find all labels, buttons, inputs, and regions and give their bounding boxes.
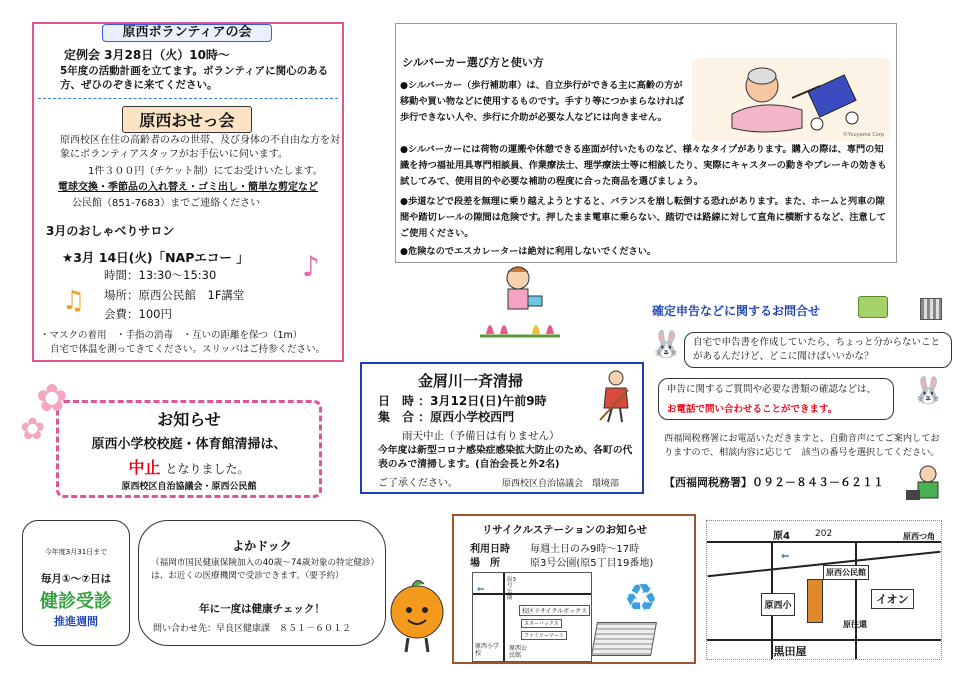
cleaning-desc: 今年度は新型コロナ感染症感染拡大防止のため、各町の代表のみで清掃します。(自治会長と外2名)	[378, 445, 633, 470]
rabbit-icon: 🐰	[912, 376, 945, 406]
map-label-familymart: ファミリーマート	[521, 631, 567, 640]
map-label-street: 原往還	[843, 620, 867, 629]
osekkai-title: 原西おせっ会	[122, 106, 252, 133]
salon-place: 場所：原西公民館 1F講堂	[104, 288, 245, 302]
silvercar-item-3: ●歩道などで段差を無理に乗り越えようとすると、バランスを崩し転倒する恐れがあります。また、ホームと列車の隙間や踏切レールの隙間は危険です。押したまま電車に乗らない、踏切では路線に対して直角に横断するなど、注意してご使用ください。	[400, 196, 887, 239]
kenshin-big: 健診受診	[40, 591, 112, 612]
kenshin-section	[22, 520, 130, 646]
map-label-corner: 原西つ角	[903, 532, 935, 541]
notice-line-2: となりました。	[165, 462, 250, 476]
salon-fee: 会費：100円	[104, 307, 172, 321]
hall-marker	[807, 579, 823, 623]
notice-footer: 原西校区自治協議会・原西公民館	[121, 482, 257, 492]
cleaning-place: 集 合 ：原西小学校西門	[378, 410, 515, 424]
map-label-kurodaya: 黒田屋	[773, 645, 807, 658]
yokadock-desc: （福岡市国民健康保険加入の40歳～74歳対象の特定健診）は、お近くの医療機関で受診できます。（要予約）	[151, 558, 375, 581]
kenshin-period: 今年度3月31日まで	[44, 548, 108, 556]
contact-info: 公民館（851-7683）までご連絡ください	[72, 198, 261, 209]
silvercar-item-2: ●シルバーカーには荷物の運搬や休憩できる座面が付いたものなど、様々なタイプがあります。購入の際は、専門の知識を持つ福祉用具専門相談員、作業療法士、理学療法士等に相談したり、実際にキャスターの動きやブレーキの効きも試してみて、使用目的や必要な補助の程度に合った商品を選びましょう。	[400, 144, 887, 187]
orange-mascot-illustration	[384, 572, 450, 656]
telephone-person-illustration	[906, 462, 946, 502]
silvercar-item-1: ●シルバーカー（歩行補助車）は、自立歩行ができる主に高齢の方が移動や買い物などに使用するものです。手すり等につかまらなければ歩行できない人や、歩行に介助が必要な人などには向きません。	[400, 80, 684, 123]
recycle-title: リサイクルステーションのお知らせ	[482, 524, 648, 536]
music-notes-icon: ♫	[62, 286, 86, 316]
tax-question-bubble	[684, 332, 952, 368]
ticket-info: 1件３００円（チケット制）にてお受けいたします。	[88, 166, 323, 177]
area-map-section	[706, 520, 942, 660]
recycle-map	[472, 572, 592, 662]
map-label-hall: 原西公民館	[823, 565, 869, 580]
newspaper-bundle-icon	[591, 622, 657, 656]
map-label-box: 校区リサイクルボックス	[519, 605, 590, 616]
meeting-date: 定例会 3月28日（火）10時～	[64, 48, 230, 62]
cleaning-rain: 雨天中止（予備日は有りません）	[402, 430, 560, 442]
arrow-icon: ⇐	[781, 551, 790, 562]
map-label-aeon: イオン	[871, 589, 914, 609]
kenshin-week: 推進週間	[54, 615, 98, 628]
sweeping-person-illustration	[592, 368, 638, 424]
notice-stop: 中止	[128, 458, 161, 477]
notice-section	[56, 400, 322, 498]
tax-answer-bubble	[658, 378, 894, 420]
yokadock-contact: 問い合わせ先：早良区健康課 ８５１－６０１２	[153, 624, 352, 634]
notice-line-1: 原西小学校校庭・体育館清掃は、	[91, 437, 287, 452]
recycle-place-label: 場 所	[470, 558, 500, 569]
services-info: 電球交換・季節品の入れ替え・ゴミ出し・簡単な剪定など	[58, 182, 318, 193]
recycle-date-value: 毎週土日のみ9時～17時	[530, 544, 640, 555]
salon-note-1: ・マスクの着用 ・手指の消毒 ・互いの距離を保つ（1m）	[40, 330, 303, 341]
silvercar-item-4: ●危険なのでエスカレーターは絶対に利用しないでください。	[400, 246, 657, 257]
kenshin-days: 毎月①～⑦日は	[40, 573, 112, 585]
silvercar-section	[395, 23, 897, 263]
cleaning-section	[360, 362, 644, 494]
map-label-park: 原3号公園	[507, 577, 516, 601]
salon-note-2: 自宅で体温を測ってきてください。スリッパはご持参ください。	[50, 344, 326, 355]
meeting-desc: 5年度の活動計画を立てます。ボランティアに関心のある方、ぜひのぞきに来てください。	[60, 65, 329, 91]
tax-question-text: 自宅で申告書を作成していたら、ちょっと分からないことがあるんだけど、どこに聞けばいいかな？	[693, 337, 941, 362]
tax-office-desc: 西福岡税務署にお電話いただきますと、自動音声にてご案内しておりますので、相談内容に応じて 該当の番号を選択してください。	[664, 433, 940, 458]
cleaning-org: 原西校区自治協議会 環境部	[502, 479, 620, 489]
recycle-date-label: 利用日時	[470, 544, 510, 555]
yokadock-title: よかドック	[232, 539, 292, 553]
map-label-hall: 原西公民館	[509, 645, 528, 659]
tax-title: 確定申告などに関するお問合せ	[652, 304, 821, 318]
recycle-section	[452, 514, 696, 664]
volunteer-title: 原西ボランティアの会	[102, 24, 272, 42]
tax-answer-red: お電話で問い合わせることができます。	[667, 404, 838, 415]
cleaning-date: 日 時 ：3月12日(日)午前9時	[378, 394, 547, 408]
arrow-icon: ⇐	[477, 585, 485, 595]
divider	[38, 98, 338, 99]
recycle-icon: ♻	[624, 576, 659, 620]
illustration-credit: ©Yuuyama Corp	[842, 132, 884, 138]
volunteer-section	[32, 22, 344, 362]
map-label-starbucks: スターバックス	[521, 619, 562, 628]
silvercar-illustration	[692, 58, 890, 142]
map-label-school: 原西小	[761, 593, 795, 616]
tax-phone: 【西福岡税務署】０９２－８４３－６２１１	[664, 476, 884, 489]
notice-title: お知らせ	[157, 410, 221, 429]
tax-computer-icon	[858, 296, 888, 318]
map-label-202: 202	[815, 529, 833, 539]
rabbit-icon: 🐰	[650, 330, 683, 360]
map-label-hara4: 原4	[773, 531, 790, 542]
cherry-blossom-icon: ✿	[36, 376, 68, 420]
salon-event: ★3月 14日(火)「NAPエコー 」	[62, 250, 249, 265]
silvercar-title: シルバーカー選び方と使い方	[402, 56, 544, 69]
yokadock-check: 年に一度は健康チェック！	[199, 603, 325, 615]
notice-line-2-wrap	[59, 455, 319, 478]
recycle-place-value: 原3号公園(原5丁目19番地)	[530, 558, 654, 569]
tax-answer-text: 申告に関するご質問や必要な書類の確認などは、	[667, 384, 877, 395]
building-icon	[920, 298, 942, 320]
cherry-blossom-icon: ✿	[20, 412, 46, 447]
osekkai-desc: 原西校区在住の高齢者のみの世帯、及び身体の不自由な方を対象にボランティアスタッフがお手伝いに伺います。	[60, 135, 340, 160]
music-note-icon: ♪	[302, 250, 320, 283]
girl-watering-illustration	[480, 262, 560, 342]
cleaning-thanks: ご了承ください。	[378, 478, 458, 489]
yokadock-section	[138, 520, 386, 646]
salon-title: 3月のおしゃべりサロン	[46, 224, 175, 238]
salon-time: 時間：13:30～15:30	[104, 268, 217, 282]
map-label-school: 原西小学校	[475, 643, 500, 657]
cleaning-title: 金屑川一斉清掃	[418, 372, 524, 390]
